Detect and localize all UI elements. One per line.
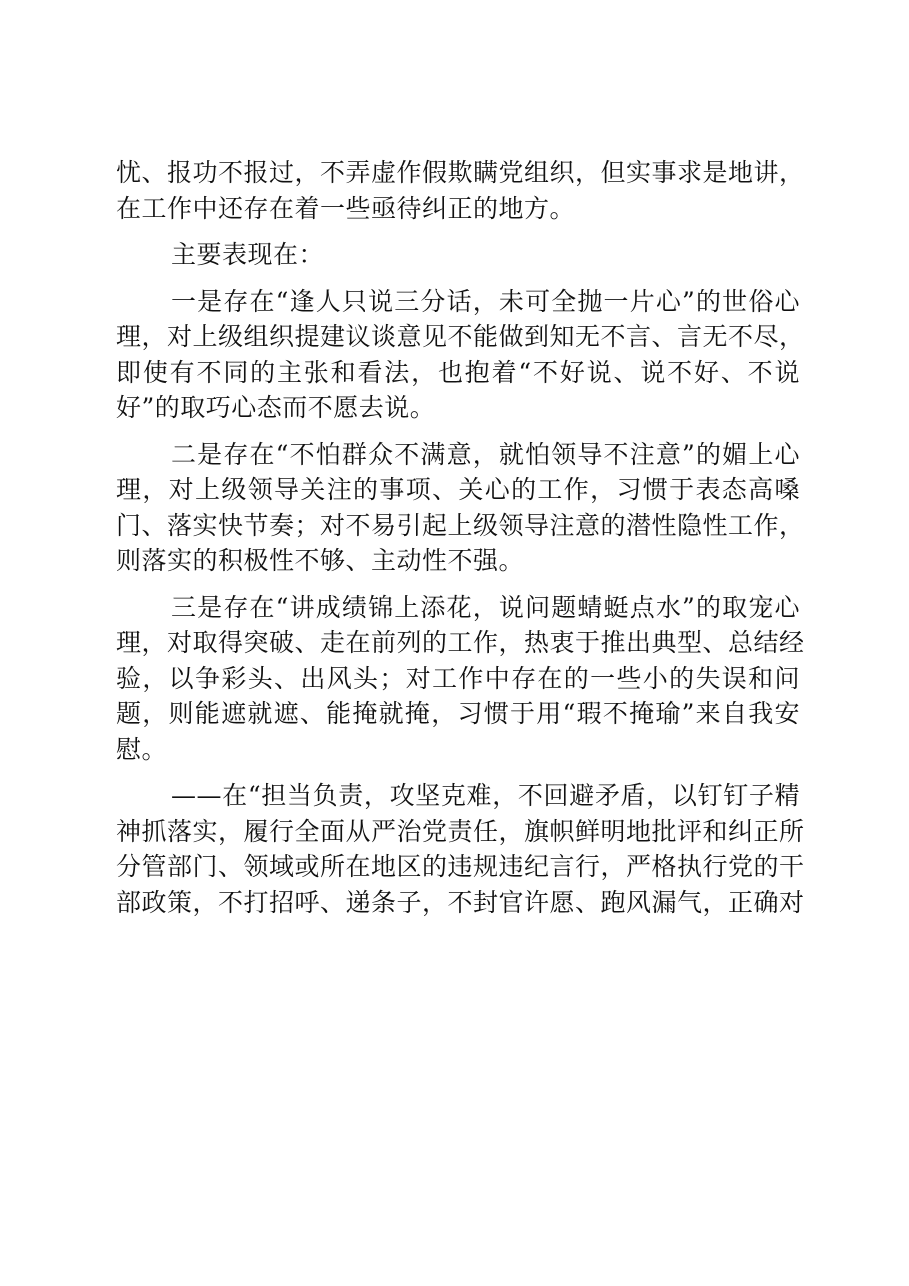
text-line: 分管部门、领域或所在地区的违规违纪言行，严格执行党的干	[116, 852, 805, 881]
text-line: 二是存在“不怕群众不满意，就怕领导不注意”的媚上心	[171, 439, 800, 469]
paragraph-main-manifestations	[116, 237, 800, 273]
paragraph-point-one	[116, 284, 805, 426]
text-line: 门、落实快节奏；对不易引起上级领导注意的潜性隐性工作，	[116, 510, 805, 540]
text-line: 理，对上级领导关注的事项、关心的工作，习惯于表态高嗓	[116, 475, 800, 504]
text-line: 理，对取得突破、走在前列的工作，热衷于推出典型、总结经	[116, 628, 805, 657]
paragraph-point-three	[116, 590, 805, 768]
paragraph-continuation	[116, 155, 805, 226]
text-line: 理，对上级组织提建议谈意见不能做到知无不言、言无不尽，	[116, 322, 805, 351]
text-line: 好”的取巧心态而不愿去说。	[116, 393, 436, 422]
text-line: 部政策，不打招呼、递条子，不封官许愿、跑风漏气，正确对	[116, 887, 805, 917]
paragraph-point-two	[116, 437, 805, 579]
text-line: 三是存在“讲成绩锦上添花，说问题蜻蜓点水”的取宠心	[171, 592, 800, 622]
text-line: 验，以争彩头、出风头；对工作中存在的一些小的失误和问	[116, 663, 800, 693]
text-line: 慰。	[116, 734, 168, 764]
text-line: 则落实的积极性不够、主动性不强。	[116, 546, 525, 575]
text-line: 在工作中还存在着一些亟待纠正的地方。	[116, 193, 576, 223]
paragraph-responsibility	[116, 778, 805, 920]
text-line: 神抓落实，履行全面从严治党责任，旗帜鲜明地批评和纠正所	[116, 816, 805, 846]
document-body	[116, 155, 805, 920]
text-line: 忧、报功不报过，不弄虚作假欺瞒党组织，但实事求是地讲，	[116, 158, 805, 187]
text-line: 即使有不同的主张和看法，也抱着“不好说、说不好、不说	[116, 357, 800, 387]
text-line: ——在“担当负责，攻坚克难，不回避矛盾，以钉钉子精	[171, 781, 800, 810]
text-line: 题，则能遮就遮、能掩就掩，习惯于用“瑕不掩瑜”来自我安	[116, 699, 800, 728]
text-line: 一是存在“逢人只说三分话，未可全抛一片心”的世俗心	[171, 286, 800, 316]
text-line: 主要表现在：	[171, 240, 325, 269]
